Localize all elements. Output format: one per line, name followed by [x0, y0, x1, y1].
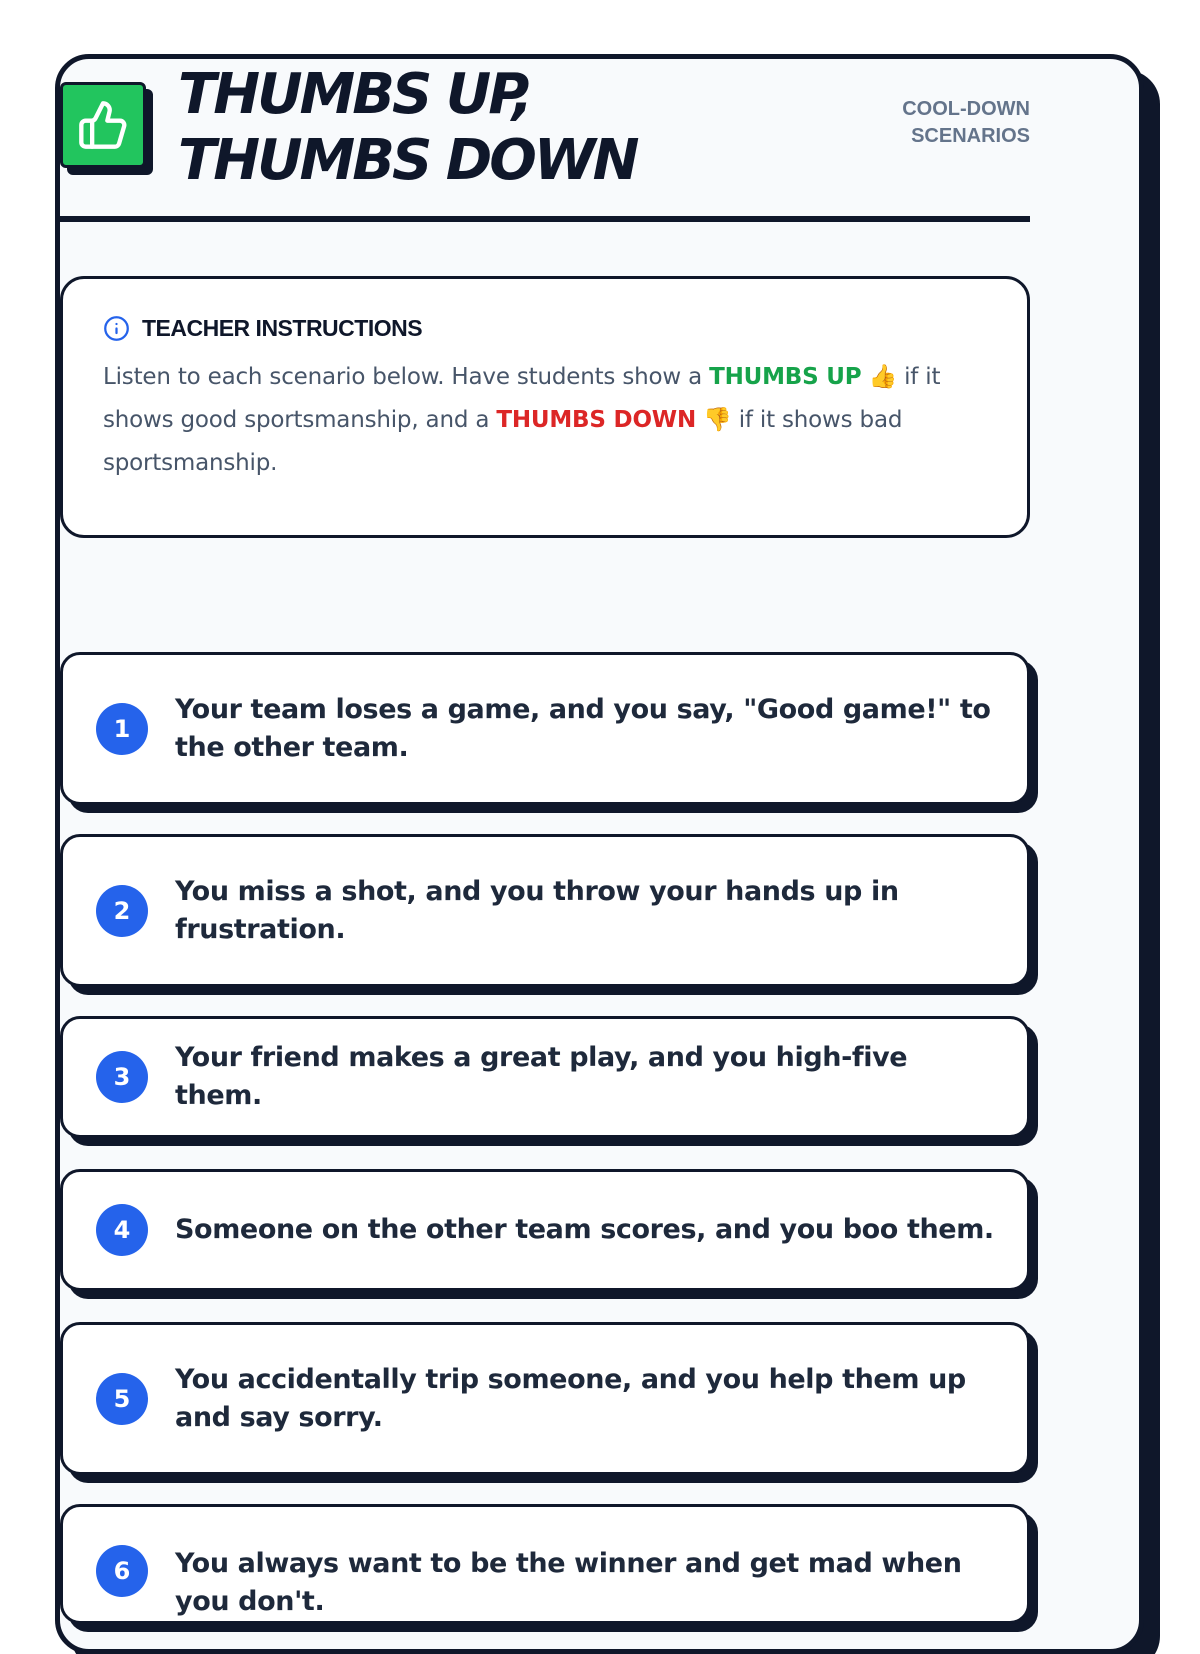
tag-line-2: SCENARIOS: [911, 125, 1030, 147]
scenario-card-2: [60, 834, 1030, 987]
thumbs-up-emoji-icon: 👍: [868, 364, 897, 390]
page-title: [178, 62, 637, 194]
thumbs-down-emoji-icon: 👎: [703, 407, 732, 433]
scenario-number-badge: 5: [96, 1373, 148, 1425]
scenario-card-3: [60, 1016, 1030, 1138]
title-line-2: THUMBS DOWN: [178, 128, 637, 193]
scenario-text: You miss a shot, and you throw your hands up in frustration.: [175, 875, 899, 945]
scenario-text: Your team loses a game, and you say, "Good game!" to the other team.: [175, 693, 991, 763]
scenario-number-badge: 6: [96, 1545, 148, 1597]
scenario-text: Someone on the other team scores, and you boo them.: [175, 1214, 994, 1245]
instructions-title: TEACHER INSTRUCTIONS: [142, 315, 423, 341]
instructions-text-before: Listen to each scenario below. Have students show a: [103, 364, 710, 390]
scenario-number-badge: 4: [96, 1204, 148, 1256]
title-line-1: THUMBS UP,: [178, 62, 531, 127]
instructions-text-after: if it shows bad sportsmanship.: [103, 407, 903, 476]
instructions-text-middle: if it shows good sportsmanship, and a: [103, 364, 941, 433]
scenario-card-1: [60, 652, 1030, 805]
scenario-card-4: [60, 1169, 1030, 1291]
header-divider: [60, 216, 1030, 222]
scenario-text: You accidentally trip someone, and you help them up and say sorry.: [175, 1363, 966, 1433]
teacher-instructions-panel: [60, 276, 1030, 538]
scenario-number-badge: 1: [96, 703, 148, 755]
thumbs-down-label: THUMBS DOWN: [496, 407, 697, 433]
logo-badge: [60, 82, 146, 168]
instructions-text: [103, 356, 987, 485]
thumbs-up-icon: [77, 99, 129, 151]
thumbs-up-label: THUMBS UP: [709, 364, 862, 390]
scenario-text: You always want to be the winner and get mad when you don't.: [175, 1548, 962, 1617]
scenario-number-badge: 2: [96, 885, 148, 937]
tag-line-1: COOL-DOWN: [902, 98, 1030, 120]
header: [60, 62, 1030, 193]
category-tag: [902, 96, 1030, 150]
scenario-text: Your friend makes a great play, and you high-five them.: [175, 1042, 908, 1111]
scenario-card-5: [60, 1322, 1030, 1475]
info-icon: [103, 315, 130, 342]
scenario-number-badge: 3: [96, 1051, 148, 1103]
scenario-card-6: [60, 1504, 1030, 1624]
